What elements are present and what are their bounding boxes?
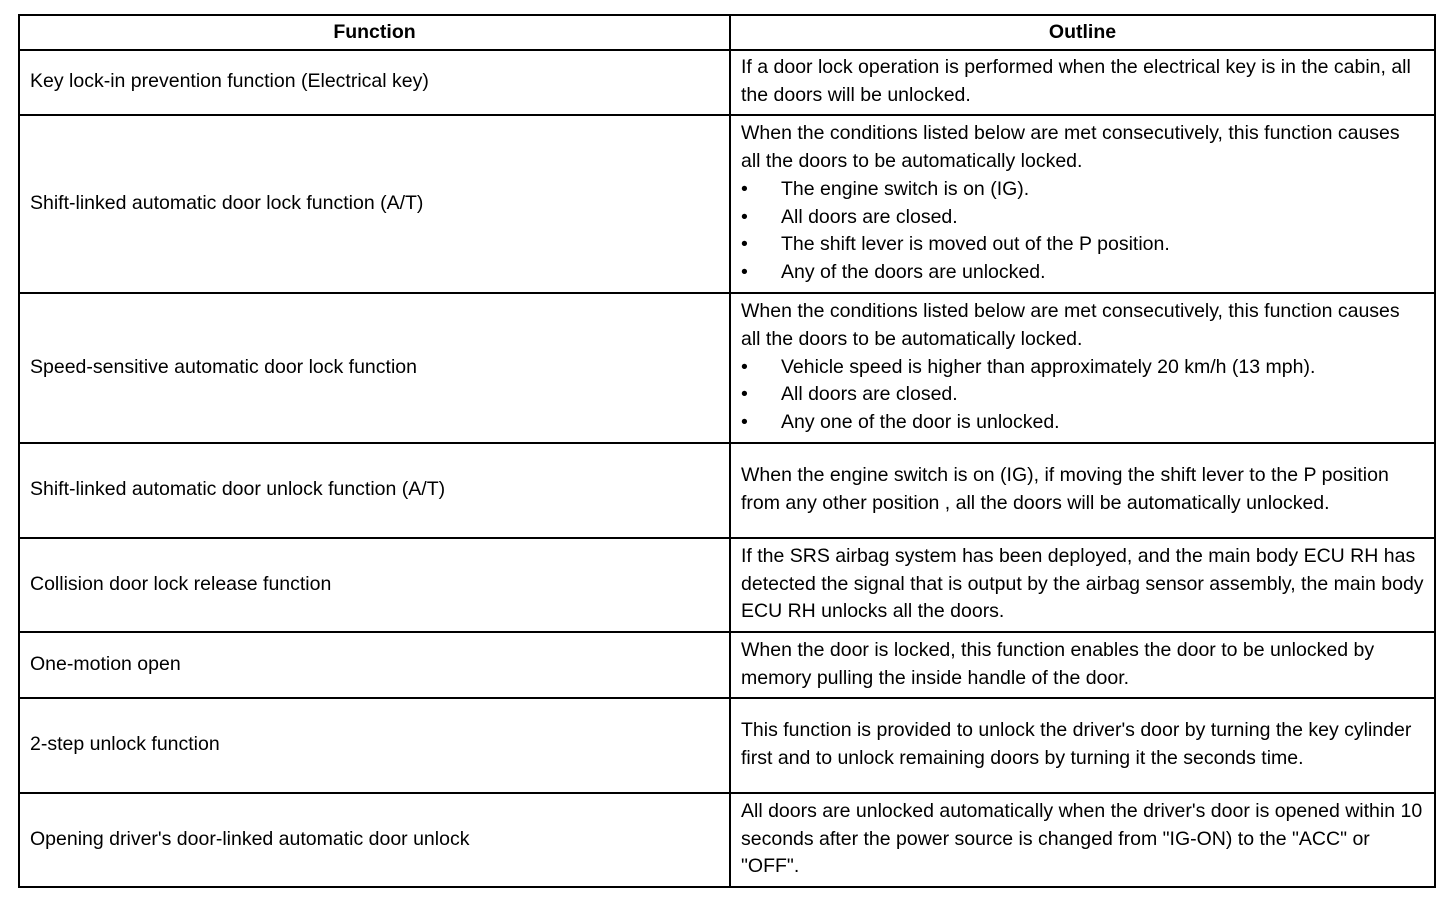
- table-row: [19, 698, 1435, 793]
- table-row: [19, 443, 1435, 538]
- bullet-mark: •: [741, 177, 748, 200]
- bullet-text: Any one of the door is unlocked.: [781, 411, 1060, 434]
- table-row: [19, 115, 1435, 293]
- function-cell: One-motion open: [19, 632, 730, 698]
- table-row: [19, 293, 1435, 443]
- bullet-mark: •: [741, 205, 748, 228]
- bullet-item: [741, 176, 1424, 204]
- table-header-row: [19, 15, 1435, 50]
- bullet-mark: •: [741, 383, 748, 406]
- bullet-item: [741, 231, 1424, 259]
- bullet-item: [741, 354, 1424, 382]
- outline-cell: [730, 632, 1435, 698]
- bullet-mark: •: [741, 355, 748, 378]
- outline-text: If a door lock operation is performed when the electrical key is in the cabin, all the doors will be unlocked.: [741, 56, 1411, 106]
- bullet-text: All doors are closed.: [781, 205, 958, 228]
- function-cell: 2-step unlock function: [19, 698, 730, 793]
- bullet-item: [741, 204, 1424, 232]
- outline-text: When the door is locked, this function enables the door to be unlocked by memory pulling the inside handle of the door.: [741, 638, 1375, 689]
- bullet-text: Any of the doors are unlocked.: [781, 261, 1046, 284]
- function-cell: Shift-linked automatic door lock function (A/T): [19, 115, 730, 293]
- outline-text: When the conditions listed below are met consecutively, this function causes all the doors to be automatically locked.: [741, 122, 1400, 172]
- outline-cell: [730, 443, 1435, 538]
- outline-cell: [730, 538, 1435, 632]
- bullet-text: The engine switch is on (IG).: [781, 177, 1030, 200]
- outline-text: When the conditions listed below are met consecutively, this function causes all the doors to be automatically locked.: [741, 300, 1400, 350]
- function-outline-table: [18, 14, 1436, 888]
- function-cell: Collision door lock release function: [19, 538, 730, 632]
- bullet-text: Vehicle speed is higher than approximately 20 km/h (13 mph).: [781, 355, 1316, 378]
- outline-text: If the SRS airbag system has been deployed, and the main body ECU RH has detected the signal that is output by the airbag sensor assembly, the main body ECU RH unlocks all the doors.: [741, 544, 1424, 623]
- function-cell: Shift-linked automatic door unlock function (A/T): [19, 443, 730, 538]
- function-cell: Key lock-in prevention function (Electrical key): [19, 50, 730, 115]
- table-row: [19, 50, 1435, 115]
- bullet-text: The shift lever is moved out of the P position.: [781, 233, 1170, 256]
- bullet-mark: •: [741, 261, 748, 284]
- outline-text: This function is provided to unlock the driver's door by turning the key cylinder first and to unlock remaining doors by turning it the seconds time.: [741, 719, 1412, 769]
- outline-cell: [730, 50, 1435, 115]
- header-function: Function: [19, 15, 730, 50]
- header-outline: Outline: [730, 15, 1435, 50]
- table-row: [19, 632, 1435, 698]
- bullet-mark: •: [741, 411, 748, 434]
- function-cell: Speed-sensitive automatic door lock function: [19, 293, 730, 443]
- document-page: [18, 14, 1434, 888]
- outline-cell: [730, 293, 1435, 443]
- function-cell: Opening driver's door-linked automatic door unlock: [19, 793, 730, 887]
- outline-cell: [730, 793, 1435, 887]
- bullet-item: [741, 381, 1424, 409]
- bullet-item: [741, 409, 1424, 437]
- table-row: [19, 793, 1435, 887]
- bullet-text: All doors are closed.: [781, 383, 958, 406]
- outline-text: All doors are unlocked automatically when the driver's door is opened within 10 seconds after the power source is changed from "IG-ON) to the "ACC" or "OFF".: [741, 799, 1423, 878]
- outline-text: When the engine switch is on (IG), if moving the shift lever to the P position from any other position , all the doors will be automatically unlocked.: [741, 464, 1389, 514]
- table-row: [19, 538, 1435, 632]
- bullet-item: [741, 259, 1424, 287]
- bullet-mark: •: [741, 233, 748, 256]
- outline-cell: [730, 698, 1435, 793]
- outline-cell: [730, 115, 1435, 293]
